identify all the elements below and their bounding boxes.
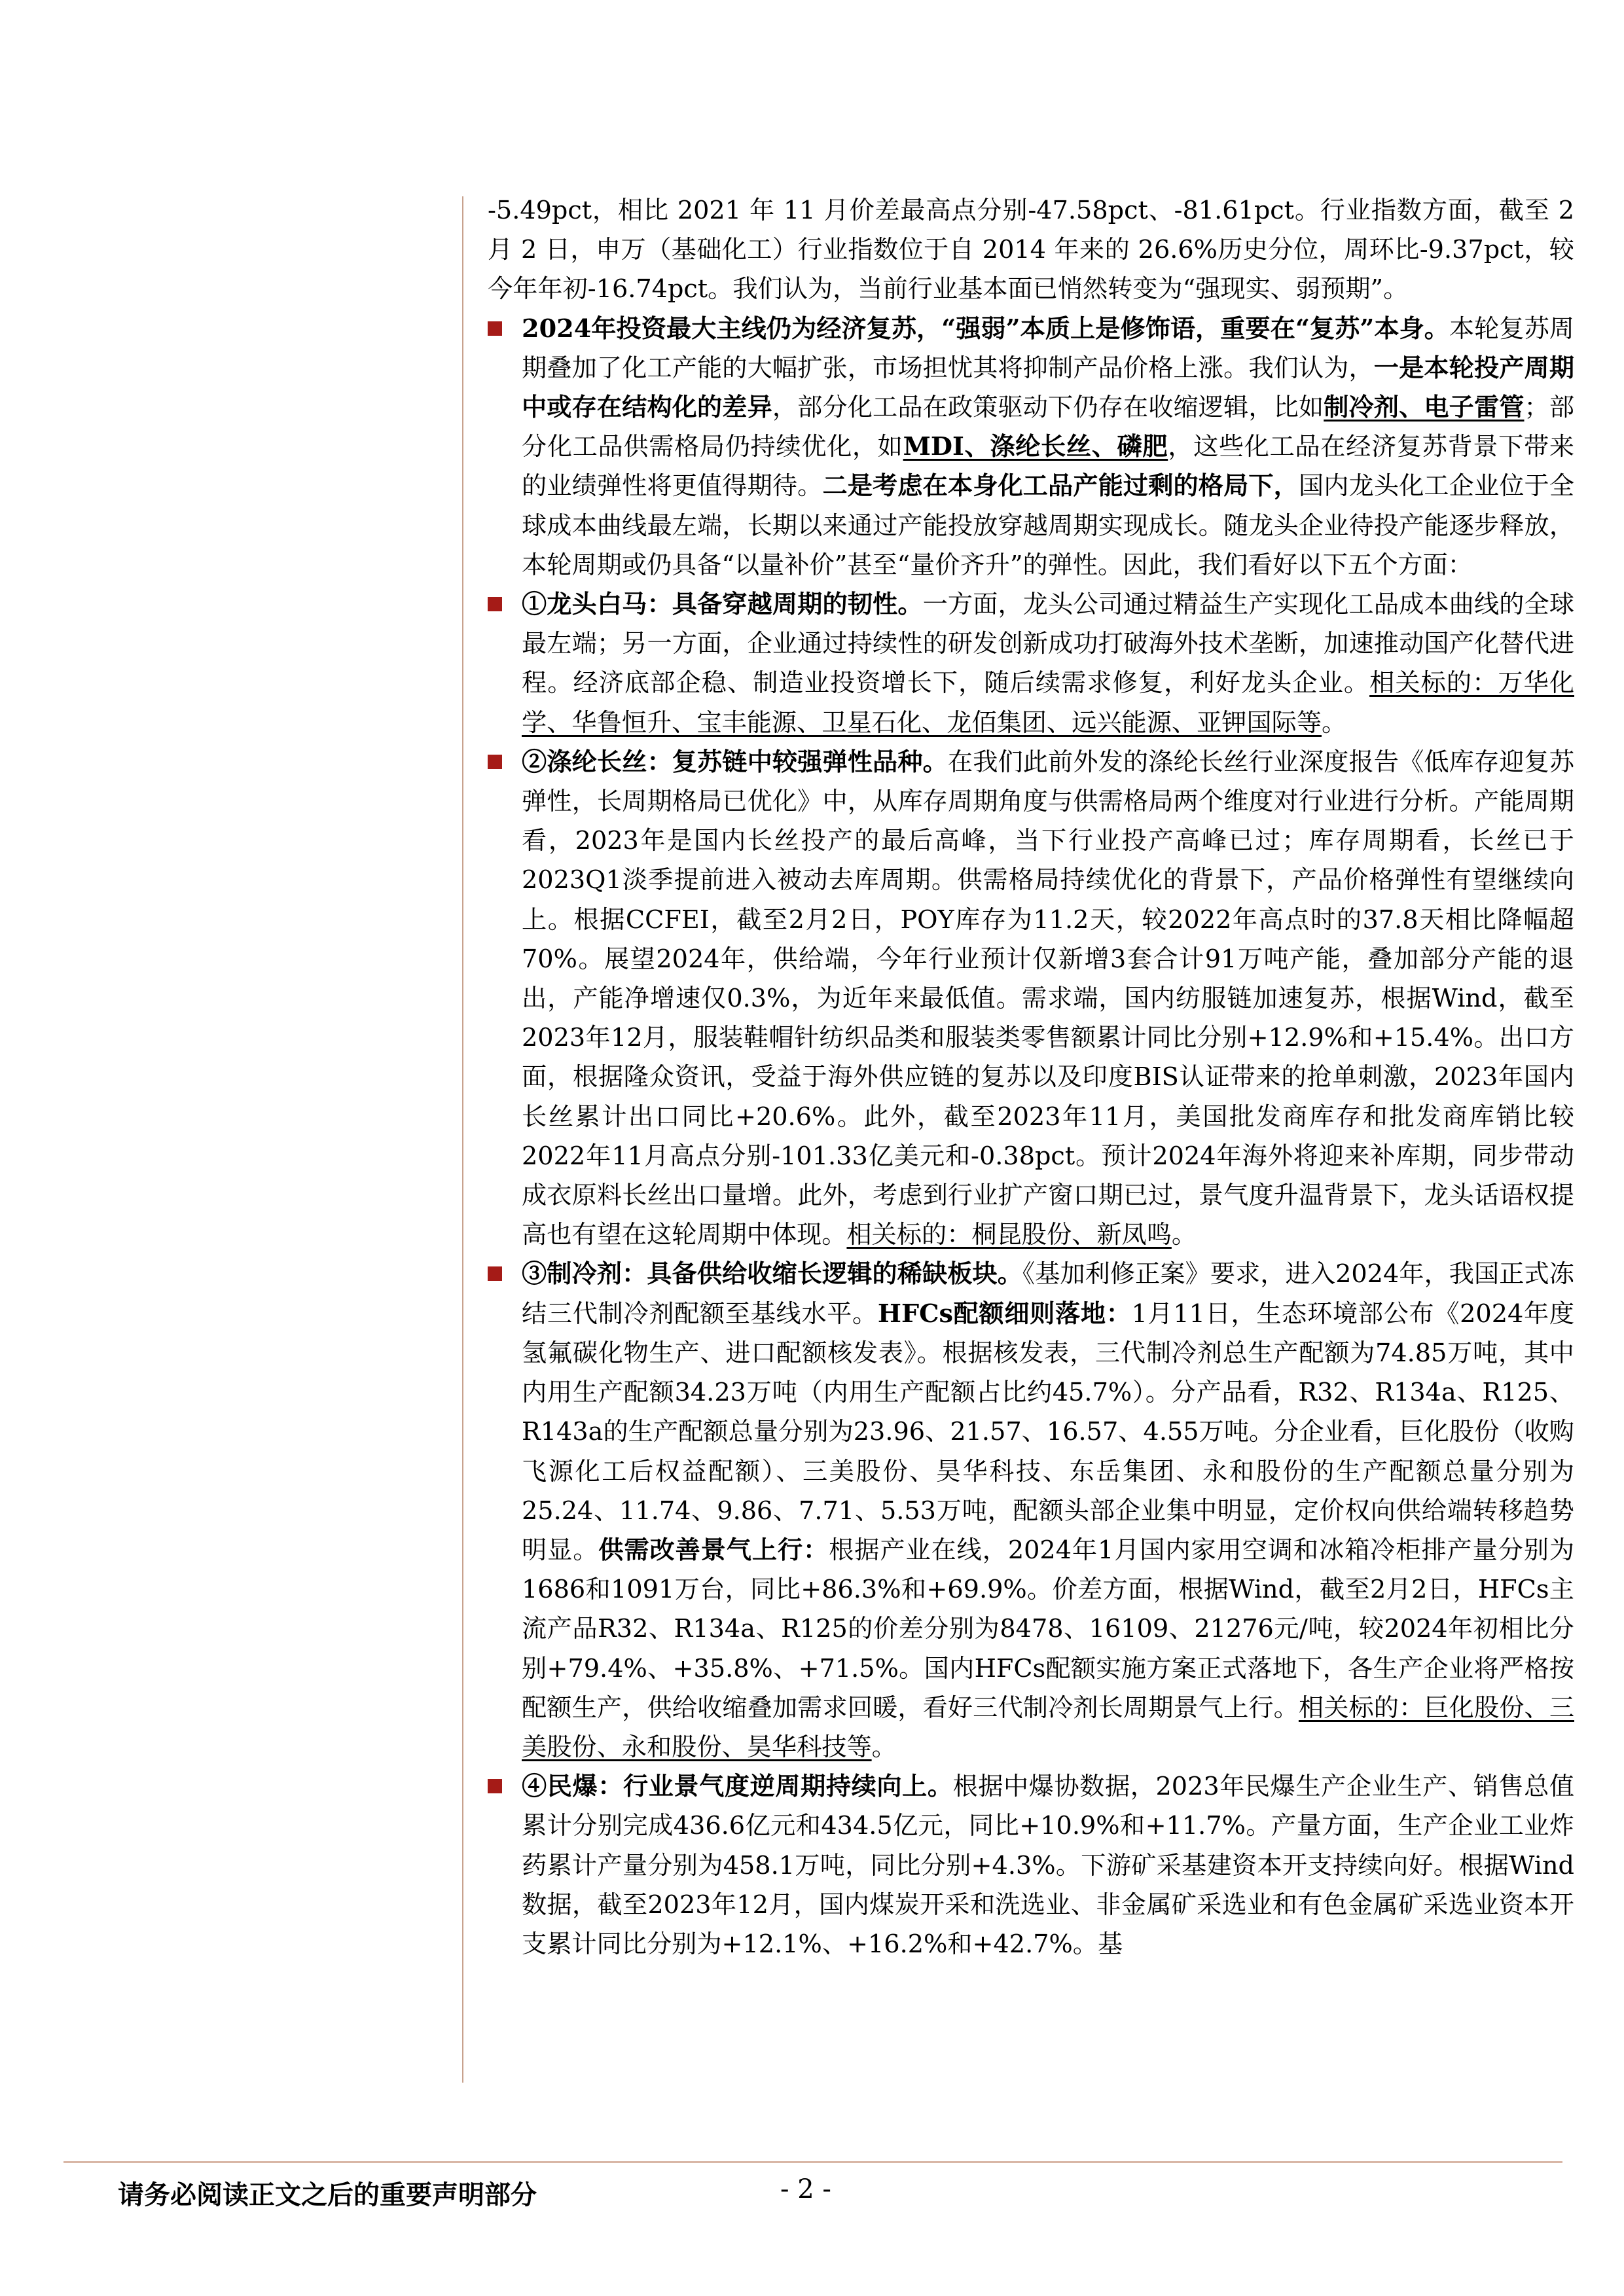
- bullet-heading: ②涤纶长丝：复苏链中较强弹性品种。: [522, 747, 948, 777]
- bullet-square-icon: [488, 597, 502, 611]
- bullet-heading: ③制冷剂：具备供给收缩长逻辑的稀缺板块。: [522, 1259, 1022, 1289]
- paragraph-continued: -5.49pct，相比 2021 年 11 月价差最高点分别-47.58pct、-81.61pct。行业指数方面，截至 2 月 2 日，申万（基础化工）行业指数位于自 2014 年来的 26.6%历史分位，周环比-9.37pct，较今年年初-16.74pct。我们认为，当前行业基本面已悄然转变为“强现实、弱预期”。: [488, 196, 1574, 304]
- bullet-heading: ①龙头白马：具备穿越周期的韧性。: [522, 590, 923, 620]
- related-stocks: 相关标的：巨化股份、三美股份、永和股份、昊华科技等: [522, 1693, 1575, 1762]
- body-text: [488, 191, 1574, 1964]
- bullet-square-icon: [488, 755, 502, 769]
- bullet-square-icon: [488, 321, 502, 336]
- margin-rule: [462, 196, 463, 2083]
- footer-rule: [63, 2161, 1562, 2163]
- related-stocks: 相关标的：万华化学、华鲁恒升、宝丰能源、卫星石化、龙佰集团、远兴能源、亚钾国际等: [522, 669, 1575, 738]
- footer-disclaimer: 请务必阅读正文之后的重要声明部分: [118, 2179, 537, 2210]
- bullet-square-icon: [488, 1779, 502, 1793]
- related-stocks: 相关标的：桐昆股份、新凤鸣: [846, 1221, 1172, 1250]
- bullet-heading: ④民爆：行业景气度逆周期持续向上。: [522, 1772, 953, 1802]
- bullet-heading: 2024年投资最大主线仍为经济复苏，“强弱”本质上是修饰语，重要在“复苏”本身。: [522, 314, 1449, 344]
- bullet-civil-explosives: ④民爆：行业景气度逆周期持续向上。根据中爆协数据，2023年民爆生产企业生产、销售总值累计分别完成436.6亿元和434.5亿元，同比+10.9%和+11.7%。产量方面，生产企业工业炸药累计产量分别为458.1万吨，同比分别+4.3%。下游矿采基建资本开支持续向好。根据Wind数据，截至2023年12月，国内煤炭开采和洗选业、非金属矿采选业和有色金属矿采选业资本开支累计同比分别为+12.1%、+16.2%和+42.7%。基: [488, 1767, 1574, 1964]
- bullet-leading-blue-chips: ①龙头白马：具备穿越周期的韧性。一方面，龙头公司通过精益生产实现化工品成本曲线的全球最左端；另一方面，企业通过持续性的研发创新成功打破海外技术垄断，加速推动国产化替代进程。经济底部企稳、制造业投资增长下，随后续需求修复，利好龙头企业。相关标的：万华化学、华鲁恒升、宝丰能源、卫星石化、龙佰集团、远兴能源、亚钾国际等。: [488, 585, 1574, 743]
- page-number: - 2 -: [780, 2174, 831, 2204]
- bullet-square-icon: [488, 1266, 502, 1281]
- bullet-economic-recovery: 2024年投资最大主线仍为经济复苏，“强弱”本质上是修饰语，重要在“复苏”本身。本轮复苏周期叠加了化工产能的大幅扩张，市场担忧其将抑制产品价格上涨。我们认为，一是本轮投产周期中或存在结构化的差异，部分化工品在政策驱动下仍存在收缩逻辑，比如制冷剂、电子雷管；部分化工品供需格局仍持续优化，如MDI、涤纶长丝、磷肥，这些化工品在经济复苏背景下带来的业绩弹性将更值得期待。二是考虑在本身化工品产能过剩的格局下，国内龙头化工企业位于全球成本曲线最左端，长期以来通过产能投放穿越周期实现成长。随龙头企业待投产能逐步释放，本轮周期或仍具备“以量补价”甚至“量价齐升”的弹性。因此，我们看好以下五个方面：: [488, 310, 1574, 585]
- bullet-polyester-filament: ②涤纶长丝：复苏链中较强弹性品种。在我们此前外发的涤纶长丝行业深度报告《低库存迎复苏弹性，长周期格局已优化》中，从库存周期角度与供需格局两个维度对行业进行分析。产能周期看，2023年是国内长丝投产的最后高峰，当下行业投产高峰已过；库存周期看，长丝已于2023Q1淡季提前进入被动去库周期。供需格局持续优化的背景下，产品价格弹性有望继续向上。根据CCFEI，截至2月2日，POY库存为11.2天，较2022年高点时的37.8天相比降幅超70%。展望2024年，供给端，今年行业预计仅新增3套合计91万吨产能，叠加部分产能的退出，产能净增速仅0.3%，为近年来最低值。需求端，国内纺服链加速复苏，根据Wind，截至2023年12月，服装鞋帽针纺织品类和服装类零售额累计同比分别+12.9%和+15.4%。出口方面，根据隆众资讯，受益于海外供应链的复苏以及印度BIS认证带来的抢单刺激，2023年国内长丝累计出口同比+20.6%。此外，截至2023年11月，美国批发商库存和批发商库销比较2022年11月高点分别-101.33亿美元和-0.38pct。预计2024年海外将迎来补库期，同步带动成衣原料长丝出口量增。此外，考虑到行业扩产窗口期已过，景气度升温背景下，龙头话语权提高也有望在这轮周期中体现。相关标的：桐昆股份、新凤鸣。: [488, 743, 1574, 1255]
- bullet-refrigerant: ③制冷剂：具备供给收缩长逻辑的稀缺板块。《基加利修正案》要求，进入2024年，我国正式冻结三代制冷剂配额至基线水平。HFCs配额细则落地：1月11日，生态环境部公布《2024年度氢氟碳化物生产、进口配额核发表》。根据核发表，三代制冷剂总生产配额为74.85万吨，其中内用生产配额34.23万吨（内用生产配额占比约45.7%）。分产品看，R32、R134a、R125、R143a的生产配额总量分别为23.96、21.57、16.57、4.55万吨。分企业看，巨化股份（收购飞源化工后权益配额）、三美股份、昊华科技、东岳集团、永和股份的生产配额总量分别为25.24、11.74、9.86、7.71、5.53万吨，配额头部企业集中明显，定价权向供给端转移趋势明显。供需改善景气上行：根据产业在线，2024年1月国内家用空调和冰箱冷柜排产量分别为1686和1091万台，同比+86.3%和+69.9%。价差方面，根据Wind，截至2月2日，HFCs主流产品R32、R134a、R125的价差分别为8478、16109、21276元/吨，较2024年初相比分别+79.4%、+35.8%、+71.5%。国内HFCs配额实施方案正式落地下，各生产企业将严格按配额生产，供给收缩叠加需求回暖，看好三代制冷剂长周期景气上行。相关标的：巨化股份、三美股份、永和股份、昊华科技等。: [488, 1255, 1574, 1767]
